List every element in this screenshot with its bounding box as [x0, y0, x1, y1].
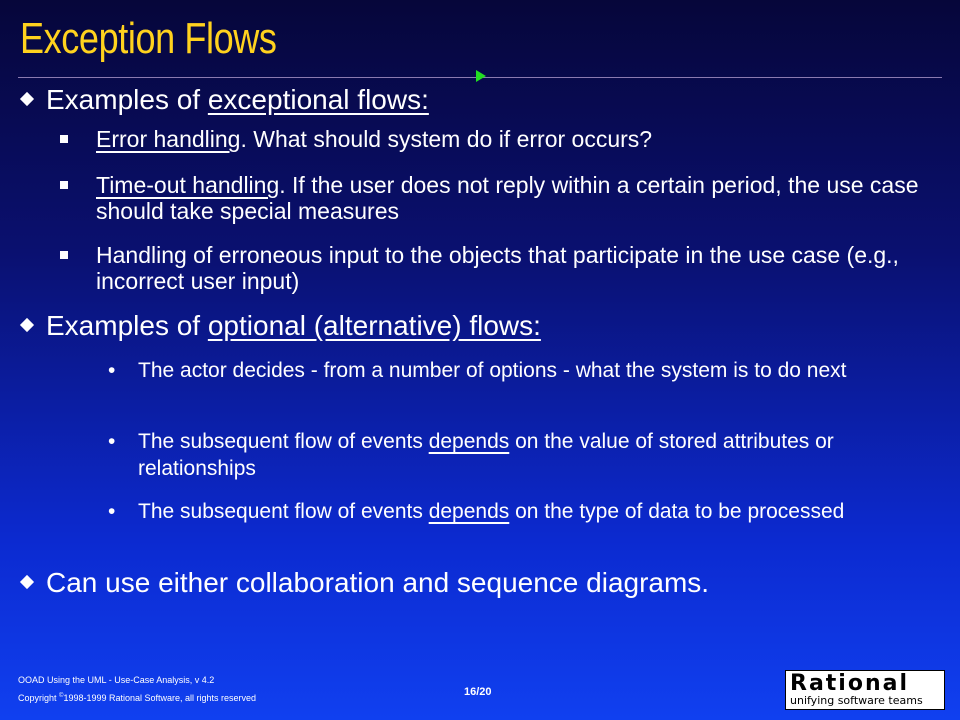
bullet-optional-flows	[22, 310, 541, 342]
square-bullet-icon	[60, 181, 68, 189]
sub-bullet-depends-data-type	[108, 498, 953, 525]
sub-bullet-text-post: on the value of stored attributes or relationships	[138, 430, 834, 480]
sub-bullet-underlined: depends	[428, 430, 510, 453]
sub-bullet-text: The subsequent flow of events	[138, 430, 429, 453]
logo-tagline: unifying software teams	[790, 694, 923, 707]
logo-wordmark: Rational	[790, 671, 910, 696]
bullet-underlined-text: exceptional flows:	[207, 84, 429, 115]
dot-bullet-icon: •	[108, 500, 116, 523]
rational-logo	[785, 670, 945, 710]
copyright-symbol: ©	[59, 693, 64, 699]
square-bullet-icon	[60, 135, 68, 143]
bullet-text: Examples of	[46, 84, 208, 115]
sub-bullet-error-handling	[60, 126, 950, 152]
bullet-text: Examples of	[46, 310, 208, 341]
sub-bullet-timeout-handling	[60, 172, 950, 224]
bullet-exceptional-flows	[22, 84, 429, 116]
sub-bullet-text: . What should system do if error occurs?	[240, 126, 653, 152]
sub-bullet-erroneous-input	[60, 242, 950, 294]
sub-bullet-text-post: on the type of data to be processed	[509, 500, 845, 523]
sub-bullet-depends-attributes	[108, 428, 953, 482]
footer-course-line: OOAD Using the UML - Use-Case Analysis, v 4.2	[18, 675, 215, 685]
diamond-bullet-icon	[20, 92, 34, 106]
sub-bullet-underlined: depends	[428, 500, 510, 523]
copyright-text: 1998-1999 Rational Software, all rights reserved	[63, 693, 257, 703]
diamond-bullet-icon	[20, 318, 34, 332]
sub-bullet-text: Handling of erroneous input to the objects that participate in the use case (e.g., incorrect user input)	[96, 242, 899, 294]
bullet-text: Can use either collaboration and sequence diagrams.	[46, 567, 710, 598]
sub-bullet-underlined: Time-out handling	[96, 172, 280, 198]
sub-bullet-actor-decides	[108, 357, 953, 384]
sub-bullet-text: The subsequent flow of events	[138, 500, 429, 523]
bullet-collaboration-sequence	[22, 567, 709, 599]
page-number: 16/20	[464, 686, 492, 698]
bullet-underlined-text: optional (alternative) flows:	[207, 310, 541, 341]
diamond-bullet-icon	[20, 575, 34, 589]
footer-copyright-line	[18, 688, 256, 706]
square-bullet-icon	[60, 251, 68, 259]
sub-bullet-underlined: Error handling	[96, 126, 241, 152]
footer-copyright	[18, 672, 256, 706]
sub-bullet-text: The actor decides - from a number of options - what the system is to do next	[138, 359, 847, 382]
copyright-prefix: Copyright	[18, 693, 60, 703]
sub-bullet-text: . If the user does not reply within a certain period, the use case should take special measures	[96, 172, 919, 224]
dot-bullet-icon: •	[108, 359, 116, 382]
slide-title: Exception Flows	[20, 14, 277, 63]
dot-bullet-icon: •	[108, 430, 116, 453]
